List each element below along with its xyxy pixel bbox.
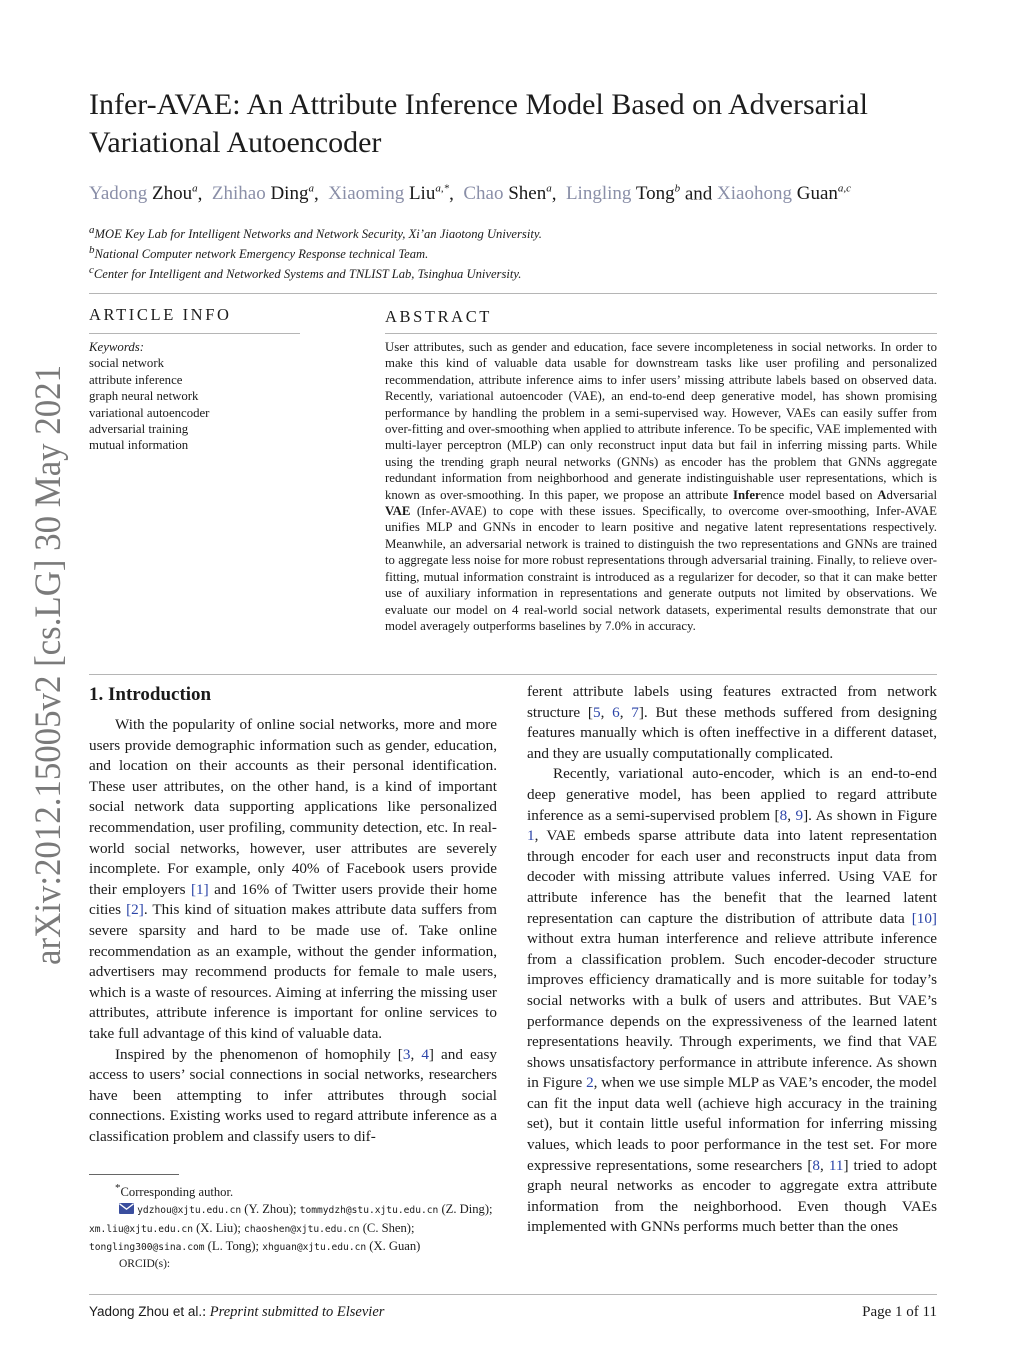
citation-link[interactable]: [10] [911, 909, 937, 927]
page-number: Page 1 of 11 [862, 1304, 937, 1320]
author-2[interactable]: Zhihao Ding$^a$ [211, 183, 314, 205]
mail-icon [119, 1203, 134, 1214]
figure-link[interactable]: 1 [527, 827, 535, 845]
footnote-corresponding: *Corresponding author. [115, 1182, 234, 1200]
citation-link[interactable]: [2] [126, 901, 144, 919]
abstract-text: User attributes, such as gender and education, face severe incompleteness in social networks. In order to make this kind of valuable data usable for downstream tasks like user profiling and personalized recommendation, attribute inference aims to infer users’ missing attribute labels based on observed data. Recently, variational autoencoder (VAE), an end-to-end deep generative model, has shown promising performance by handling the problem in a semi-supervised way. However, VAEs can easily suffer from over-fitting and over-smoothing when applied to attribute inference. To be specific, VAE implemented with multi-layer perceptron (MLP) can only reconstruct input data but fail in inferring missing parts. While using the trending graph neural networks (GNNs) as encoder has the problem that GNNs aggregate redundant information from neighborhood and generate indistinguishable user representations, which is known as over-smoothing. In this paper, we propose an attribute Inference model based on Adversarial VAE (Infer-AVAE) to cope with these issues. Specifically, to overcome over-smoothing, Infer-AVAE unifies MLP and GNNs in encoder to learn positive and negative latent representations respectively. Meanwhile, an adversarial network is trained to distinguish the two representations and GNNs are trained to aggregate less noise for more robust representations through adversarial training. Finally, to relieve over-fitting, mutual information constraint is introduced as a regularizer for decoder, so that it can make better use of auxiliary information in representations and generate outputs not limited by observations. We evaluate our model on 4 real-world social network datasets, experimental results demonstrate that our model averagely outperforms baselines by 7.0% in accuracy. [385, 340, 937, 633]
keyword-item: variational autoencoder [89, 405, 210, 420]
footnote-rule [89, 1174, 179, 1175]
footer-left: Yadong Zhou et al.: Preprint submitted to Elsevier [89, 1304, 385, 1320]
citation-link[interactable]: 11 [828, 1156, 844, 1174]
author-list: Yadong Zhou$^a$, Zhihao Ding$^a$, Xiaoming Liu$^{a,*}$, Chao Shen$^a$, Lingling Tong$^b$ and Xiaohong Guan$^{a,c}$ [89, 183, 852, 205]
citation-link[interactable]: 8 [812, 1156, 820, 1174]
footnote-emails: ydzhou@xjtu.edu.cn (Y. Zhou); tommydzh@stu.xjtu.edu.cn (Z. Ding); xm.liu@xjtu.edu.cn (X. Liu); chaoshen@xjtu.edu.cn (C. Shen); tongling300@sina.com (L. Tong); xhguan@xjtu.edu.cn (X. Guan) [89, 1202, 493, 1253]
keyword-item: mutual information [89, 438, 189, 453]
arxiv-side-stamp [22, 360, 72, 970]
author-5[interactable]: Lingling Tong$^b$ [565, 183, 681, 205]
affiliation-c: $^c$Center for Intelligent and Networked Systems and TNLIST Lab, Tsinghua University. [89, 264, 522, 282]
intro-paragraph-2: Inspired by the phenomenon of homophily [3, 4] and easy access to users’ social connections in social networks, researchers have been attempting to infer attributes through social connections. Existing works used to regard attribute inference as a classification problem and classify users to dif- [89, 1045, 497, 1145]
keyword-item: attribute inference [89, 372, 183, 387]
article-info-heading: ARTICLE INFO [89, 305, 232, 324]
paper-title: Infer-AVAE: An Attribute Inference Model Based on Adversarial Variational Autoencoder [89, 88, 868, 159]
abstract-heading: ABSTRACT [385, 307, 492, 326]
figure-link[interactable]: 2 [586, 1074, 594, 1092]
keyword-item: social network [89, 356, 164, 371]
author-6[interactable]: Xiaohong Guan$^{a,c}$ [717, 183, 852, 205]
author-3[interactable]: Xiaoming Liu$^{a,*}$ [328, 183, 450, 205]
affiliation-a: $^a$MOE Key Lab for Intelligent Networks and Network Security, Xi’an Jiaotong University. [89, 224, 542, 242]
keyword-item: adversarial training [89, 422, 189, 437]
keywords-block [89, 339, 299, 454]
footnote [89, 1180, 497, 1273]
arxiv-stamp-svg [22, 360, 72, 970]
author-1[interactable]: Yadong Zhou$^a$ [89, 183, 198, 205]
citation-link[interactable]: 4 [421, 1045, 429, 1063]
header-divider [89, 293, 937, 294]
citation-link[interactable]: [1] [190, 880, 209, 898]
abstract-divider [89, 674, 937, 675]
author-and: and [684, 183, 713, 205]
citation-link[interactable]: 3 [402, 1045, 411, 1063]
footer-divider [89, 1294, 937, 1295]
arxiv-id-text: arXiv:2012.15005v2 [cs.LG] 30 May 2021 [28, 360, 69, 965]
footnote-orcid: ORCID(s): [119, 1258, 171, 1270]
abstract-rule [385, 333, 937, 334]
citation-link[interactable]: 8 [779, 806, 788, 824]
article-info-rule [89, 333, 300, 334]
section-heading-introduction: 1. Introduction [89, 684, 212, 705]
author-4[interactable]: Chao Shen$^a$ [463, 183, 552, 205]
intro-paragraph-1: With the popularity of online social networks, more and more users provide demographic information such as gender, education, and location on their accounts as their personal identification. These user attributes, on the other hand, is a kind of important social network data supporting applications like personalized recommendation, user profiling, community detection, etc. In real-world social networks, however, user attributes are severely incomplete. For example, only 40% of Facebook users provide their employers [1] and 16% of Twitter users provide their home cities [2]. This kind of situation makes attribute data suffers from severe sparsity and hard to be made use of. Take online recommendation as an example, without the gender information, advertisers may recommend products for female to male users, which is a waste of resources. Aiming at inferring the missing user attributes, attribute inference is important for online services to take full advantage of this kind of valuable data. [89, 716, 497, 1042]
body-left-column [89, 715, 497, 1147]
citation-link[interactable]: 7 [631, 703, 639, 721]
body-right-column [527, 682, 937, 1238]
citation-link[interactable]: 5 [592, 703, 601, 721]
affiliation-b: $^b$National Computer network Emergency Response technical Team. [89, 244, 429, 262]
keyword-item: graph neural network [89, 389, 199, 404]
citation-link[interactable]: 9 [795, 806, 804, 824]
intro-paragraph-3: Recently, variational auto-encoder, which is an end-to-end deep generative model, has been applied to regard attribute inference as a semi-supervised problem [8, 9]. As shown in Figure 1, VAE embeds sparse attribute data into latent representation through encoder for each user and reconstructs input data from decoder with missing attribute values inferred. Using VAE for attribute inference has the benefit that the learned latent representation can capture the distribution of attribute data [10] without extra human interference and relieve attribute inference from a classification problem. Such encoder-decoder structure improves efficiency dramatically and is more suitable for today’s social networks with a bulk of users and attributes. But VAE’s performance depends on the expressiveness of the learned latent representations heavily. Through experiments, we find that VAE shows unsatisfactory performance in attribute inference. As shown in Figure 2, when we use simple MLP as VAE’s encoder, the model can fit the input data well (achieve high accuracy in the training set), but it contain little useful information for inferring missing values, which leads to poor performance in the test set. For more expressive representations, some researchers [8, 11] tried to adopt graph neural networks as encoder to aggregate extra attribute information from the neighborhood. Even though VAEs implemented with GNNs performs much better than the ones [527, 765, 938, 1236]
keywords-label: Keywords: [89, 340, 144, 354]
citation-link[interactable]: 6 [612, 703, 620, 721]
intro-paragraph-2-cont: ferent attribute labels using features extracted from network structure [5, 6, 7]. But these methods suffered from designing features manually which is often ineffective in a different dataset, and they are usually computationally complicated. [527, 683, 937, 762]
